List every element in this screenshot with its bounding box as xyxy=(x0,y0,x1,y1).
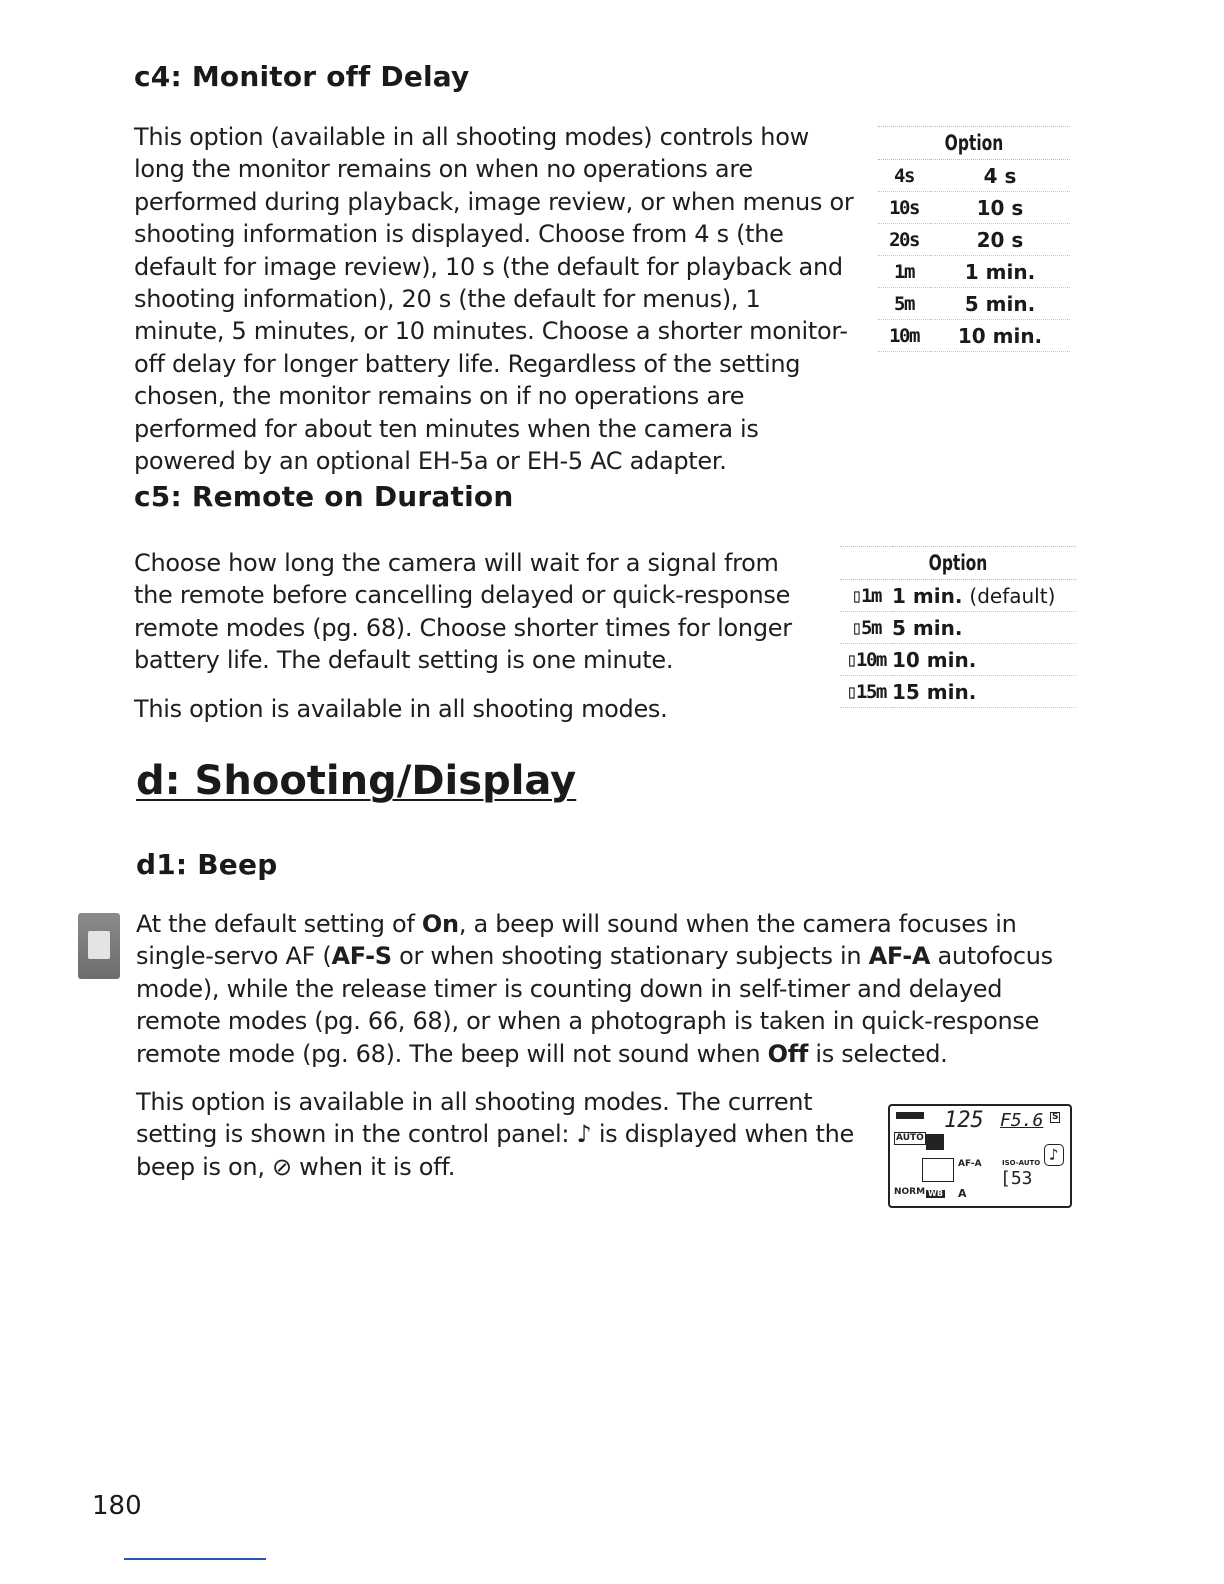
metering-icon xyxy=(926,1134,944,1150)
table-row xyxy=(840,644,1076,676)
c5-heading: c5: Remote on Duration xyxy=(134,480,514,513)
c4-paragraph: This option (available in all shooting modes) controls how long the monitor remains on when no operations are performed during playback, image review, or when menus or shooting information is displayed. Choose from 4 s (the default for image review), 10 s (the default for playback and shooting information), 20 s (the default for menus), 1 minute, 5 minutes, or 10 minutes. Choose a shorter monitor-off delay for longer battery life. Regardless of the setting chosen, the monitor remains on if no operations are performed for about ten minutes when the camera is powered by an optional EH-5a or EH-5 AC adapter. xyxy=(134,123,854,476)
af-s-mode: AF-S xyxy=(331,942,392,971)
af-mode: AF-A xyxy=(958,1159,982,1169)
table-row xyxy=(840,612,1076,644)
aperture: F5.6 xyxy=(1000,1110,1044,1131)
c4-option-table xyxy=(878,126,1070,352)
menu-tab-icon xyxy=(78,913,120,979)
page-number: 180 xyxy=(92,1491,142,1521)
iso-label: ISO-AUTO xyxy=(1002,1159,1041,1167)
option-value: 5 min. xyxy=(930,288,1070,320)
remote-icon: ▯5m xyxy=(840,612,892,644)
mode-indicator: S xyxy=(1052,1112,1059,1122)
c4-heading: c4: Monitor off Delay xyxy=(134,60,470,93)
table-row xyxy=(878,256,1070,288)
d1-availability: This option is available in all shooting modes. The current setting is shown in the control panel: ♪ is displayed when the beep is on, ⊘ when it is off. xyxy=(136,1088,854,1181)
delay-icon: 1m xyxy=(878,256,930,288)
table-row xyxy=(878,288,1070,320)
beep-off-icon: ⊘ xyxy=(271,1152,292,1181)
d1-paragraph: At the default setting of On, a beep will sound when the camera focuses in single-servo AF (AF-S or when shooting stationary subjects in AF-A autofocus mode), while the release timer is counting down in self-timer and delayed remote modes (pg. 66, 68), or when a photograph is taken in quick-response remote mode (pg. 68). The beep will not sound when Off is selected. xyxy=(136,910,1053,1068)
table-row xyxy=(878,320,1070,352)
delay-icon: 10m xyxy=(878,320,930,352)
table-header: Option xyxy=(861,547,1055,580)
table-row xyxy=(840,676,1076,708)
frame-count: [53 xyxy=(1000,1168,1033,1189)
option-value: 10 s xyxy=(930,192,1070,224)
table-row xyxy=(840,580,1076,612)
c5-paragraph: Choose how long the camera will wait for a signal from the remote before cancelling delayed or quick-response remote modes (pg. 68). Choose shorter times for longer battery life. The default setting is one minute. xyxy=(134,549,792,675)
option-value: 10 min. xyxy=(892,647,977,672)
table-header: Option xyxy=(895,127,1052,160)
c5-availability: This option is available in all shooting modes. xyxy=(134,695,668,723)
c5-option-table xyxy=(840,546,1076,708)
on-option: On xyxy=(421,910,459,938)
control-panel-illustration xyxy=(888,1104,1072,1208)
option-value: 1 min. xyxy=(892,583,963,608)
delay-icon: 20s xyxy=(878,224,930,256)
option-value: 1 min. xyxy=(930,256,1070,288)
option-value: 5 min. xyxy=(892,615,963,640)
delay-icon: 5m xyxy=(878,288,930,320)
af-a-mode: AF-A xyxy=(868,942,931,971)
remote-icon: ▯10m xyxy=(840,644,892,676)
flash-auto: AUTO xyxy=(896,1133,924,1143)
delay-icon: 10s xyxy=(878,192,930,224)
battery-icon xyxy=(896,1112,924,1119)
af-area-icon xyxy=(922,1158,954,1182)
footer-rule xyxy=(124,1558,266,1560)
shutter-speed: 125 xyxy=(944,1108,984,1133)
table-row xyxy=(878,224,1070,256)
beep-on-icon: ♪ xyxy=(576,1120,592,1149)
remote-icon: ▯15m xyxy=(840,676,892,708)
beep-indicator: ♪ xyxy=(1044,1144,1064,1166)
option-value: 15 min. xyxy=(892,679,977,704)
default-note: (default) xyxy=(969,583,1056,608)
delay-icon: 4s xyxy=(878,160,930,192)
table-row xyxy=(878,160,1070,192)
off-option: Off xyxy=(767,1039,809,1068)
option-value: 10 min. xyxy=(930,320,1070,352)
option-value: 4 s xyxy=(930,160,1070,192)
option-value: 20 s xyxy=(930,224,1070,256)
white-balance-value: A xyxy=(958,1187,967,1200)
d1-heading: d1: Beep xyxy=(136,848,278,881)
remote-icon: ▯1m xyxy=(840,580,892,612)
table-row xyxy=(878,192,1070,224)
image-quality: NORM xyxy=(894,1187,926,1197)
white-balance-icon: WB xyxy=(928,1189,943,1198)
section-title: d: Shooting/Display xyxy=(136,758,577,804)
